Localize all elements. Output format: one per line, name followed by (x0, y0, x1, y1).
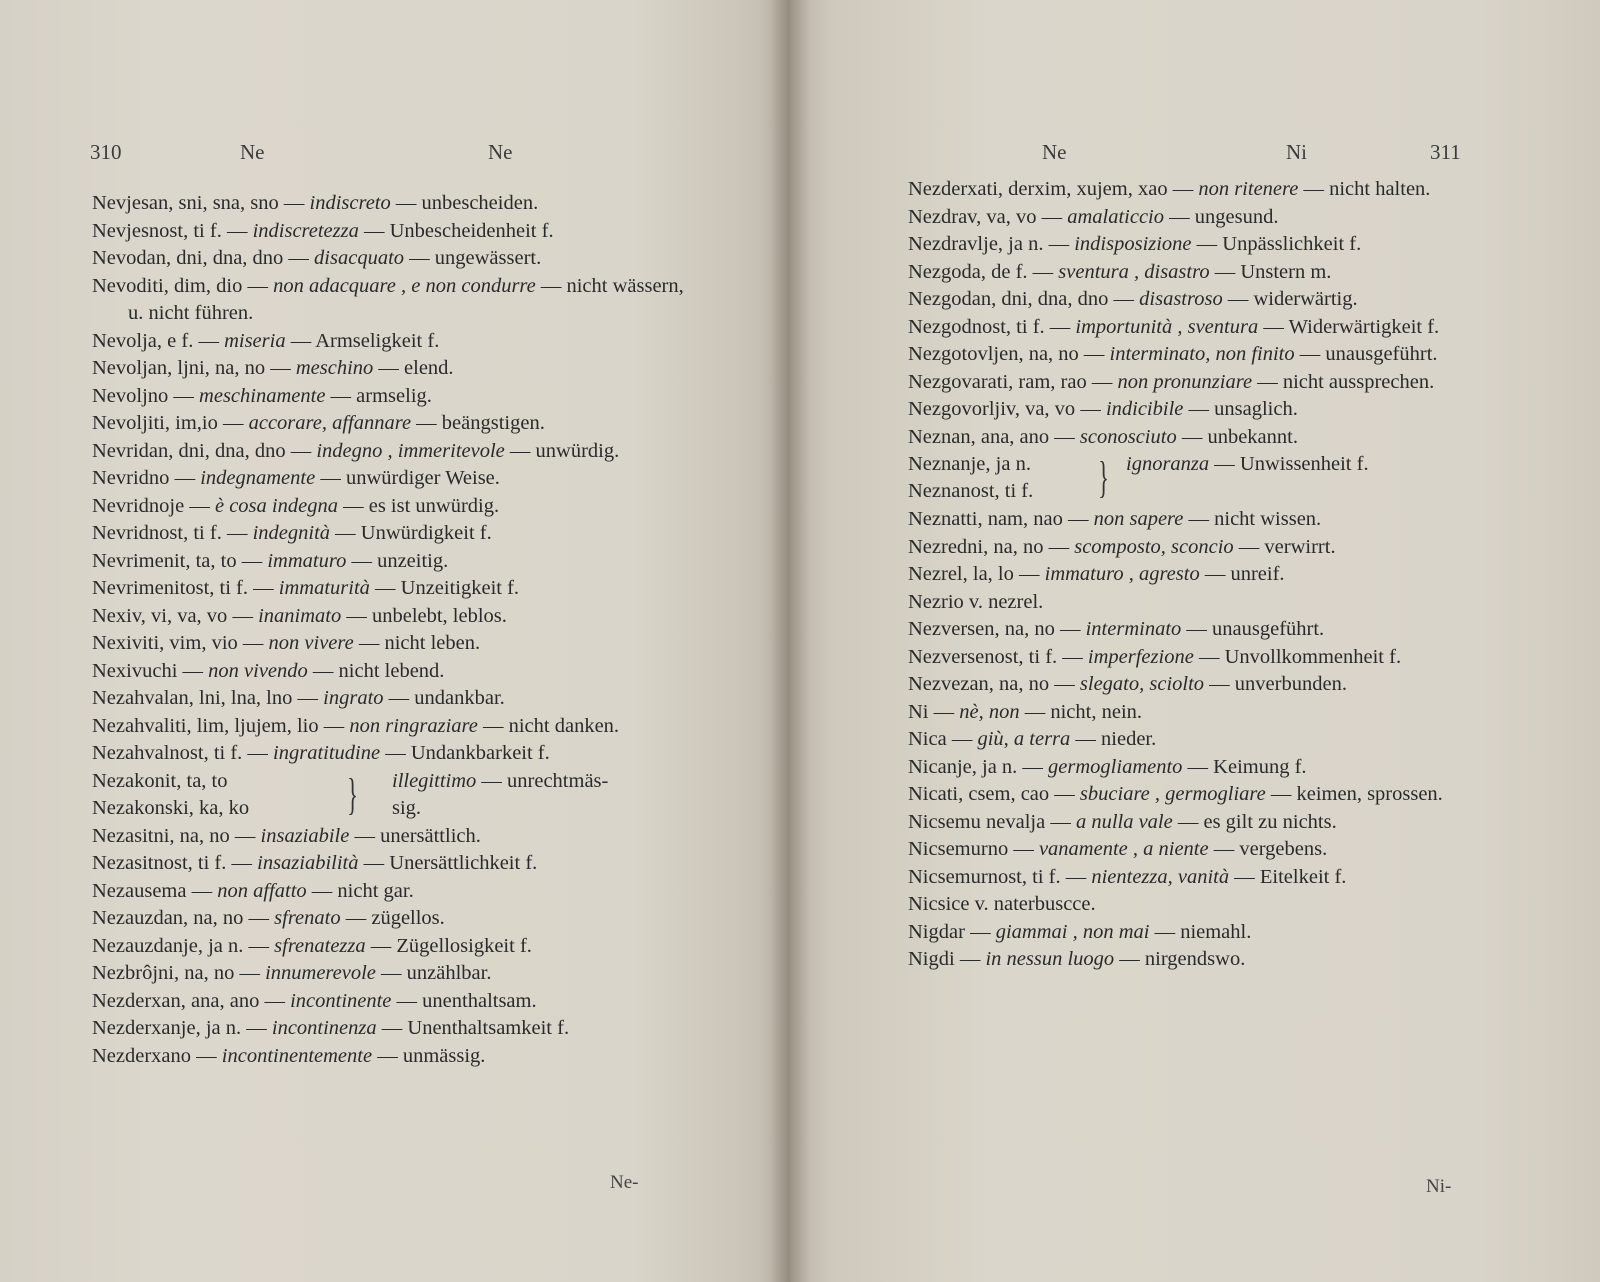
headword: Neznanje, ja n. (908, 453, 1031, 475)
italian-translation: importunità , sventura (1075, 315, 1259, 338)
dictionary-entry: Nigdi — in nessun luogo — nirgendswo. (908, 948, 1246, 970)
german-translation: Unpässlichkeit f. (1222, 233, 1362, 255)
left-page (0, 0, 790, 1282)
italian-translation: non vivendo (208, 659, 308, 682)
headword: Nezdravlje, ja n. (908, 233, 1044, 255)
italian-translation: indicibile (1105, 398, 1184, 420)
headword: Nezahvaliti, lim, ljujem, lio (92, 714, 319, 737)
italian-translation: a nulla vale (1075, 810, 1173, 833)
italian-translation: illegittimo (392, 769, 477, 792)
right-page (790, 0, 1600, 1282)
headword: Nezakonski, ka, ko (92, 796, 250, 819)
headword: Nezversenost, ti f. (908, 645, 1058, 668)
german-translation: nicht danken. (508, 714, 620, 737)
dictionary-entry: Nevodan, dni, dna, dno — disacquato — ungewässert. (92, 247, 542, 269)
italian-translation: non ringraziare (349, 714, 478, 737)
headword: Nicsice v. naterbuscce. (908, 893, 1096, 915)
headword: Nicsemu nevalja (908, 810, 1046, 833)
dictionary-entry: Nezasitni, na, no — insaziabile — unersättlich. (92, 824, 481, 847)
italian-translation: non sapere (1093, 508, 1184, 530)
book-gutter (770, 0, 810, 1282)
german-translation: Unenthaltsamkeit f. (407, 1017, 570, 1039)
running-head-right: Ni (1286, 140, 1307, 164)
german-translation: unbelebt, leblos. (371, 604, 507, 627)
headword: Nezderxati, derxim, xujem, xao (908, 178, 1168, 200)
italian-translation: ingratitudine (273, 742, 381, 764)
german-translation: Undankbarkeit f. (410, 742, 550, 764)
headword: Nezasitni, na, no (92, 824, 230, 847)
italian-translation: indegno , immeritevole (316, 439, 505, 462)
italian-translation: amalaticcio (1067, 205, 1164, 228)
dictionary-entry: Nezderxano — incontinentemente — unmässig. (92, 1044, 486, 1067)
headword: Nezgodan, dni, dna, dno (908, 288, 1109, 310)
headword: Nezgodnost, ti f. (908, 315, 1045, 338)
italian-translation: non adacquare , e non condurre (273, 274, 536, 297)
dictionary-entry: Nexiv, vi, va, vo — inanimato — unbelebt, leblos. (92, 604, 507, 627)
dictionary-entry: Nezahvalan, lni, lna, lno — ingrato — undankbar. (92, 687, 505, 709)
dictionary-entry: Nezrel, la, lo — immaturo , agresto — unreif. (908, 563, 1285, 585)
italian-translation: non ritenere (1198, 178, 1299, 200)
headword: Nica (908, 728, 947, 750)
dictionary-entry: Nevridno — indegnamente — unwürdiger Weise. (92, 467, 500, 489)
headword: Nezauzdanje, ja n. (92, 934, 244, 957)
german-translation: unwürdiger Weise. (345, 467, 500, 489)
running-head-left: Ne (240, 140, 265, 164)
italian-translation: è cosa indegna (214, 494, 338, 517)
dictionary-entry: Nigdar — giammai , non mai — niemahl. (908, 920, 1252, 943)
italian-translation: insaziabile (260, 824, 350, 847)
german-translation: armselig. (356, 384, 432, 407)
german-translation: nicht halten. (1329, 178, 1431, 200)
headword: Nevridnoje (92, 494, 185, 517)
german-translation: nicht wässern, u. nicht führen. (128, 274, 684, 324)
grouped-entry (908, 451, 1488, 506)
italian-translation: meschinamente (199, 384, 326, 407)
dictionary-entry: Nexiviti, vim, vio — non vivere — nicht leben. (92, 632, 481, 654)
dictionary-entry: Nezvezan, na, no — slegato, sciolto — unverbunden. (908, 673, 1347, 695)
german-translation: unbekannt. (1207, 425, 1298, 448)
german-translation: elend. (404, 357, 454, 379)
italian-translation: incontinenza (271, 1017, 377, 1039)
dictionary-entry: Nexivuchi — non vivendo — nicht lebend. (92, 659, 445, 682)
headword: Nezdrav, va, vo (908, 205, 1037, 228)
italian-translation: non vivere (268, 632, 354, 654)
german-translation: unsaglich. (1214, 398, 1298, 420)
headword: Nigdi (908, 948, 955, 970)
dictionary-entry: Nezgoda, de f. — sventura , disastro — Unstern m. (908, 260, 1332, 283)
dictionary-entry: Nezauzdanje, ja n. — sfrenatezza — Zügellosigkeit f. (92, 934, 532, 957)
german-translation: nicht lebend. (338, 659, 445, 682)
headword: Nezrel, la, lo (908, 563, 1014, 585)
italian-translation: inanimato (258, 604, 342, 627)
italian-translation: insaziabilità (257, 852, 359, 874)
dictionary-entry: Nezasitnost, ti f. — insaziabilità — Unersättlichkeit f. (92, 852, 538, 874)
italian-translation: indisposizione (1074, 233, 1192, 255)
italian-translation: indegnità (252, 522, 331, 544)
german-translation: unersättlich. (380, 824, 481, 847)
headword: Nezderxanje, ja n. (92, 1017, 242, 1039)
italian-translation: indegnamente (200, 467, 316, 489)
italian-translation: sfrenato (274, 907, 341, 929)
italian-translation: immaturità (278, 577, 370, 599)
italian-translation: miseria (224, 329, 286, 352)
dictionary-entry: Nezgovarati, ram, rao — non pronunziare — nicht aussprechen. (908, 370, 1435, 393)
italian-translation: imperfezione (1087, 645, 1194, 668)
italian-translation: sconosciuto (1079, 425, 1177, 448)
italian-translation: immaturo , agresto (1044, 563, 1200, 585)
german-translation: Unersättlichkeit f. (389, 852, 538, 874)
dictionary-entry: Nezgodan, dni, dna, dno — disastroso — widerwärtig. (908, 288, 1358, 310)
italian-translation: in nessun luogo (985, 948, 1115, 970)
headword: Nezderxano (92, 1044, 192, 1067)
headword: Nevridan, dni, dna, dno (92, 439, 286, 462)
italian-translation: incontinente (290, 989, 392, 1012)
dictionary-entry: Nezahvaliti, lim, ljujem, lio — non ringraziare — nicht danken. (92, 714, 620, 737)
headword: Nezgotovljen, na, no (908, 343, 1079, 365)
german-translation: unverbunden. (1234, 673, 1347, 695)
italian-translation: interminato, non finito (1109, 343, 1295, 365)
german-translation: unenthaltsam. (422, 989, 537, 1012)
dictionary-entry: Nezredni, na, no — scomposto, sconcio — verwirrt. (908, 535, 1336, 558)
headword: Nezderxan, ana, ano (92, 989, 260, 1012)
german-translation: keimen, sprossen. (1296, 783, 1443, 805)
italian-translation: vanamente , a niente (1038, 838, 1209, 860)
brace-glyph: } (347, 769, 358, 819)
dictionary-entry (908, 891, 1488, 919)
catchword: Ni- (1426, 1176, 1452, 1197)
italian-translation: ingrato (323, 687, 384, 709)
dictionary-entry: Nevrimenit, ta, to — immaturo — unzeitig. (92, 549, 449, 572)
headword: Nevolja, e f. (92, 329, 194, 352)
dictionary-entry: Nicsemu nevalja — a nulla vale — es gilt zu nichts. (908, 810, 1337, 833)
grouped-translation: ignoranza — Unwissenheit f. (1126, 453, 1369, 475)
dictionary-entry: Nevridan, dni, dna, dno — indegno , immeritevole — unwürdig. (92, 439, 620, 462)
german-translation: zügellos. (371, 907, 445, 929)
headword: Nigdar (908, 920, 965, 943)
italian-translation: germogliamento (1048, 755, 1183, 778)
headword: Nevoljno (92, 384, 169, 407)
german-translation: Zügellosigkeit f. (396, 934, 532, 957)
dictionary-entry: Nevolja, e f. — miseria — Armseligkeit f. (92, 329, 440, 352)
german-translation: unrechtmäs- (507, 769, 609, 792)
running-head-left: Ne (1042, 140, 1067, 164)
dictionary-entry: Nezdravlje, ja n. — indisposizione — Unpässlichkeit f. (908, 233, 1362, 255)
dictionary-entry: Nezversen, na, no — interminato — unausgeführt. (908, 618, 1325, 640)
headword: Nezredni, na, no (908, 535, 1044, 558)
dictionary-entry: Nezauzdan, na, no — sfrenato — zügellos. (92, 907, 445, 929)
headword: Nevoljiti, im,io (92, 412, 218, 434)
headword: Nevoljan, ljni, na, no (92, 357, 266, 379)
dictionary-entry: Nezgotovljen, na, no — interminato, non finito — unausgeführt. (908, 343, 1438, 365)
german-translation: nirgendswo. (1144, 948, 1246, 970)
italian-translation: sventura , disastro (1058, 260, 1210, 283)
italian-translation: nientezza, vanità (1091, 865, 1230, 888)
italian-translation: disacquato (314, 247, 405, 269)
headword: Nicati, csem, cao (908, 783, 1050, 805)
entry-list (92, 190, 692, 1070)
italian-translation: sfrenatezza (274, 934, 366, 957)
headword: Nevrimenitost, ti f. (92, 577, 249, 599)
german-translation: vergebens. (1239, 838, 1328, 860)
headword: Nezversen, na, no (908, 618, 1055, 640)
dictionary-entry: Nica — giù, a terra — nieder. (908, 728, 1157, 750)
german-translation: nicht aussprechen. (1282, 370, 1435, 393)
headword: Nevridno (92, 467, 170, 489)
entry-list (908, 176, 1488, 974)
german-translation: unausgeführt. (1212, 618, 1325, 640)
dictionary-entry: Ni — nè, non — nicht, nein. (908, 700, 1143, 723)
dictionary-entry: Nevjesan, sni, sna, sno — indiscreto — unbescheiden. (92, 192, 539, 214)
german-translation: niemahl. (1180, 920, 1252, 943)
dictionary-entry: Nezausema — non affatto — nicht gar. (92, 879, 414, 902)
german-translation: unausgeführt. (1325, 343, 1438, 365)
dictionary-entry (908, 589, 1488, 617)
dictionary-entry: Neznatti, nam, nao — non sapere — nicht wissen. (908, 508, 1322, 530)
italian-translation: interminato (1085, 618, 1182, 640)
dictionary-entry: Nevridnost, ti f. — indegnità — Unwürdigkeit f. (92, 522, 492, 544)
german-translation: Widerwärtigkeit f. (1288, 315, 1440, 338)
dictionary-entry: Nevoditi, dim, dio — non adacquare , e non condurre — nicht wässern, u. nicht führen. (92, 274, 684, 324)
dictionary-entry: Nezbrôjni, na, no — innumerevole — unzählbar. (92, 962, 492, 984)
dictionary-entry: Nevoljno — meschinamente — armselig. (92, 384, 432, 407)
headword: Nezahvalnost, ti f. (92, 742, 243, 764)
headword: Nezahvalan, lni, lna, lno (92, 687, 293, 709)
german-translation: ungesund. (1194, 205, 1279, 228)
german-translation: es ist unwürdig. (368, 494, 500, 517)
dictionary-entry: Nevoljan, ljni, na, no — meschino — elend. (92, 357, 454, 379)
german-translation: Keimung f. (1213, 755, 1307, 778)
italian-translation: non affatto (217, 879, 307, 902)
dictionary-entry: Nezahvalnost, ti f. — ingratitudine — Undankbarkeit f. (92, 742, 550, 764)
italian-translation: non pronunziare (1117, 370, 1253, 393)
italian-translation: disastroso (1139, 288, 1223, 310)
headword: Nevrimenit, ta, to (92, 549, 237, 572)
german-translation: undankbar. (414, 687, 505, 709)
german-translation: verwirrt. (1264, 535, 1336, 558)
dictionary-entry: Nicati, csem, cao — sbuciare , germogliare — keimen, sprossen. (908, 783, 1443, 805)
headword: Nevjesan, sni, sna, sno (92, 192, 279, 214)
headword: Nevridnost, ti f. (92, 522, 222, 544)
italian-translation: giammai , non mai (995, 920, 1150, 943)
dictionary-entry: Nicanje, ja n. — germogliamento — Keimung f. (908, 755, 1307, 778)
italian-translation: indiscreto (309, 192, 391, 214)
german-translation: Unstern m. (1240, 260, 1332, 283)
italian-translation: sbuciare , germogliare (1079, 783, 1266, 805)
italian-translation: slegato, sciolto (1079, 673, 1205, 695)
german-translation: unbescheiden. (421, 192, 539, 214)
italian-translation: incontinentemente (221, 1044, 373, 1067)
dictionary-entry: Nezgovorljiv, va, vo — indicibile — unsaglich. (908, 398, 1298, 420)
dictionary-entry: Nevoljiti, im,io — accorare, affannare — beängstigen. (92, 412, 545, 434)
dictionary-entry: Nezversenost, ti f. — imperfezione — Unvollkommenheit f. (908, 645, 1402, 668)
italian-translation: immaturo (267, 549, 347, 572)
german-translation: ungewässert. (434, 247, 542, 269)
catchword: Ne- (610, 1172, 639, 1193)
italian-translation: meschino (295, 357, 374, 379)
dictionary-entry: Nevjesnost, ti f. — indiscretezza — Unbescheidenheit f. (92, 219, 554, 242)
headword: Neznatti, nam, nao (908, 508, 1063, 530)
dictionary-entry: Nevrimenitost, ti f. — immaturità — Unzeitigkeit f. (92, 577, 520, 599)
german-translation: unwürdig. (535, 439, 620, 462)
headword: Nevoditi, dim, dio (92, 274, 243, 297)
headword: Nicanje, ja n. (908, 755, 1018, 778)
german-translation: sig. (392, 796, 422, 819)
dictionary-entry: Nicsemurno — vanamente , a niente — vergebens. (908, 838, 1328, 860)
dictionary-entry: Nezdrav, va, vo — amalaticcio — ungesund. (908, 205, 1279, 228)
german-translation: es gilt zu nichts. (1203, 810, 1337, 833)
german-translation: unmässig. (402, 1044, 486, 1067)
german-translation: nicht wissen. (1214, 508, 1322, 530)
german-translation: unzählbar. (406, 962, 492, 984)
german-translation: Armseligkeit f. (315, 329, 440, 352)
german-translation: Unbescheidenheit f. (389, 219, 554, 242)
italian-translation: nè, non (959, 700, 1020, 723)
german-translation: Unwürdigkeit f. (360, 522, 492, 544)
headword: Neznanost, ti f. (908, 480, 1034, 502)
brace-glyph: } (1098, 453, 1109, 502)
italian-translation: innumerevole (265, 962, 376, 984)
dictionary-entry: Nezderxati, derxim, xujem, xao — non ritenere — nicht halten. (908, 178, 1431, 200)
german-translation: Unwissenheit f. (1239, 453, 1369, 475)
headword: Nezgoda, de f. (908, 260, 1028, 283)
headword: Nezakonit, ta, to (92, 769, 228, 792)
headword: Neznan, ana, ano (908, 425, 1050, 448)
headword: Nexiv, vi, va, vo (92, 604, 228, 627)
dictionary-entry: Nezderxan, ana, ano — incontinente — unenthaltsam. (92, 989, 537, 1012)
italian-translation: indiscretezza (252, 219, 359, 242)
dictionary-entry: Nicsemurnost, ti f. — nientezza, vanità — Eitelkeit f. (908, 865, 1347, 888)
dictionary-entry: Nezgodnost, ti f. — importunità , sventura — Widerwärtigkeit f. (908, 315, 1440, 338)
german-translation: unzeitig. (377, 549, 449, 572)
dictionary-entry: Neznan, ana, ano — sconosciuto — unbekannt. (908, 425, 1298, 448)
headword: Nezvezan, na, no (908, 673, 1050, 695)
headword: Nezasitnost, ti f. (92, 852, 227, 874)
german-translation: Eitelkeit f. (1259, 865, 1347, 888)
headword: Nezbrôjni, na, no (92, 962, 235, 984)
italian-translation: accorare, affannare (248, 412, 412, 434)
italian-translation: ignoranza (1126, 453, 1210, 475)
headword: Nezgovarati, ram, rao (908, 370, 1087, 393)
headword: Nezausema (92, 879, 187, 902)
german-translation: Unzeitigkeit f. (400, 577, 520, 599)
dictionary-entry: Nezderxanje, ja n. — incontinenza — Unenthaltsamkeit f. (92, 1017, 570, 1039)
german-translation: nieder. (1101, 728, 1157, 750)
grouped-entry (92, 768, 692, 823)
dictionary-entry: Nevridnoje — è cosa indegna — es ist unwürdig. (92, 494, 500, 517)
running-head-right: Ne (488, 140, 513, 164)
headword: Nicsemurno (908, 838, 1009, 860)
german-translation: nicht gar. (337, 879, 414, 902)
german-translation: nicht, nein. (1050, 700, 1143, 723)
german-translation: Unvollkommenheit f. (1224, 645, 1402, 668)
headword: Nezauzdan, na, no (92, 907, 244, 929)
italian-translation: giù, a terra (977, 728, 1071, 750)
grouped-translation: illegittimo — unrechtmäs- (392, 769, 609, 792)
german-translation: beängstigen. (441, 412, 545, 434)
headword: Nevjesnost, ti f. (92, 219, 222, 242)
page-number: 310 (90, 140, 122, 164)
headword: Nexivuchi (92, 659, 178, 682)
headword: Nicsemurnost, ti f. (908, 865, 1061, 888)
page-number: 311 (1430, 140, 1461, 164)
german-translation: widerwärtig. (1253, 288, 1358, 310)
headword: Ni (908, 700, 929, 723)
italian-translation: scomposto, sconcio (1074, 535, 1234, 558)
headword: Nezgovorljiv, va, vo (908, 398, 1076, 420)
headword: Nezrio v. nezrel. (908, 590, 1044, 613)
headword: Nexiviti, vim, vio (92, 632, 238, 654)
headword: Nevodan, dni, dna, dno (92, 247, 284, 269)
german-translation: unreif. (1230, 563, 1285, 585)
german-translation: nicht leben. (384, 632, 481, 654)
